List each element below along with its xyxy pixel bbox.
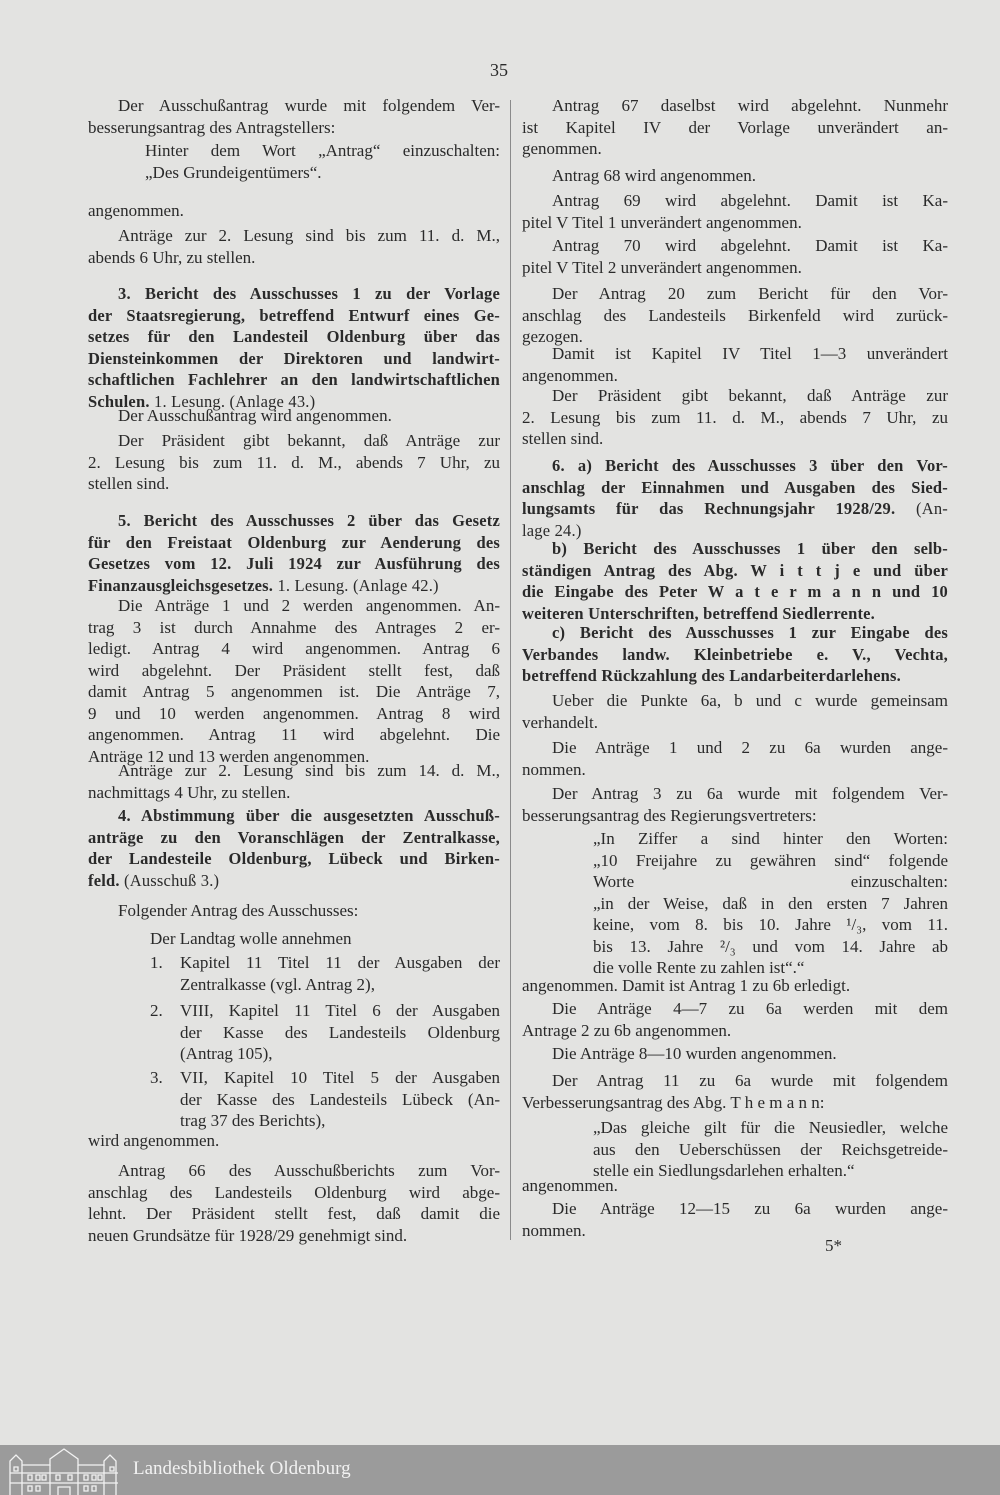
column-divider <box>510 100 511 1240</box>
line-text: weiteren Unterschriften, betreffend Siedlerrente. <box>522 603 875 623</box>
text-line <box>522 117 948 139</box>
line-text: 5. Bericht des Ausschusses 2 über das Gesetz <box>118 511 500 530</box>
library-name: Landesbibliothek Oldenburg <box>133 1458 351 1479</box>
text-line <box>522 1175 948 1197</box>
line-text: Die Anträge 4—7 zu 6a werden mit dem <box>552 999 948 1018</box>
line-text: Worte einzuschalten: <box>593 872 948 891</box>
text-line <box>593 914 948 936</box>
line-text: Antrag 69 wird abgelehnt. Damit ist Ka- <box>552 191 948 210</box>
text-line <box>522 759 948 781</box>
heading-block <box>522 455 948 541</box>
paragraph-block <box>88 430 500 495</box>
line-text: lehnt. Der Präsident stellt fest, daß damit die <box>88 1204 500 1223</box>
paragraph-block <box>88 225 500 268</box>
paragraph-block <box>522 165 948 187</box>
text-line <box>522 603 948 625</box>
line-text: 3. Bericht des Ausschusses 1 zu der Vorlage <box>118 284 500 303</box>
line-text: angenommen. <box>522 1176 618 1195</box>
text-line <box>522 644 948 666</box>
text-line <box>593 936 948 958</box>
line-text: Der Antrag 3 zu 6a wurde mit folgendem Ver- <box>552 784 948 803</box>
line-text: 2. Lesung bis zum 11. d. M., abends 7 Uhr, zu <box>88 452 500 472</box>
continuation-block <box>522 1175 948 1197</box>
paragraph-block <box>88 405 500 427</box>
line-text: der Kasse des Landesteils Lübeck (An- <box>180 1089 500 1109</box>
text-line <box>593 893 948 915</box>
text-line <box>88 681 500 703</box>
text-line <box>88 1203 500 1225</box>
text-line <box>150 928 500 950</box>
text-line <box>88 225 500 247</box>
text-line <box>522 622 948 644</box>
line-text: Diensteinkommen der Direktoren und landwirt- <box>88 348 500 368</box>
text-line <box>88 1130 500 1152</box>
line-text: „in der Weise, daß in den ersten 7 Jahren <box>593 893 948 913</box>
text-line <box>593 1139 948 1161</box>
line-text: (Antrag 105), <box>180 1044 273 1063</box>
line-text: c) Bericht des Ausschusses 1 zur Eingabe des <box>552 623 948 642</box>
text-line <box>180 1110 500 1132</box>
heading-block <box>522 538 948 624</box>
line-text: anschlag des Landesteils Oldenburg wird abge- <box>88 1182 500 1202</box>
text-line <box>88 782 500 804</box>
text-line <box>88 283 500 305</box>
line-text: verhandelt. <box>522 712 598 732</box>
text-line <box>88 724 500 746</box>
paragraph-block <box>522 190 948 233</box>
text-line <box>522 737 948 759</box>
line-text: Der Präsident gibt bekannt, daß Anträge zur <box>118 431 500 450</box>
line-text: abends 6 Uhr, zu stellen. <box>88 247 256 267</box>
line-text: Hinter dem Wort „Antrag“ einzuschalten: <box>145 141 500 160</box>
text-line <box>522 498 948 520</box>
text-line <box>593 1117 948 1139</box>
line-text: VIII, Kapitel 11 Titel 6 der Ausgaben <box>180 1001 500 1020</box>
paragraph-block <box>88 595 500 767</box>
quote2-block <box>88 928 500 950</box>
heading-block <box>88 283 500 412</box>
list-item-block <box>88 952 500 995</box>
line-text: Gesetzes vom 12. Juli 1924 zur Ausführung des <box>88 554 500 573</box>
paragraph-block <box>522 385 948 450</box>
line-text: stelle ein Siedlungsdarlehen erhalten.“ <box>593 1161 855 1180</box>
text-line <box>88 805 500 827</box>
text-line <box>522 805 948 827</box>
text-line <box>522 998 948 1020</box>
line-text: genommen. <box>522 139 602 158</box>
line-text: „Das gleiche gilt für die Neusiedler, welche <box>593 1118 948 1137</box>
line-text: „In Ziffer a sind hinter den Worten: <box>593 829 948 848</box>
paragraph-block <box>522 343 948 386</box>
line-text: lungsamts für das Rechnungsjahr 1928/29. <box>522 499 896 518</box>
text-line <box>88 532 500 554</box>
text-line <box>180 1067 500 1089</box>
text-line <box>88 369 500 391</box>
line-text: Die Anträge 1 und 2 zu 6a wurden ange- <box>552 738 948 757</box>
line-text: Der Ausschußantrag wird angenommen. <box>118 406 392 425</box>
line-text: Antrag 68 wird angenommen. <box>552 166 756 185</box>
paragraph-block <box>522 1070 948 1113</box>
text-line <box>522 581 948 603</box>
text-line <box>88 510 500 532</box>
line-text: Antrag 67 daselbst wird abgelehnt. Nunmehr <box>552 96 948 115</box>
line-text: Verbesserungsantrag des Abg. T h e m a n n: <box>522 1092 825 1112</box>
line-text: stellen sind. <box>88 474 170 493</box>
text-line <box>522 283 948 305</box>
text-line <box>522 1220 948 1242</box>
text-line <box>593 871 948 893</box>
text-line <box>180 1043 500 1065</box>
paragraph-block <box>88 95 500 138</box>
text-line <box>522 428 948 450</box>
text-line <box>180 1000 500 1022</box>
continuation-block <box>522 975 948 997</box>
text-line <box>522 235 948 257</box>
line-text: angenommen. Damit ist Antrag 1 zu 6b erledigt. <box>522 976 851 995</box>
text-line <box>522 538 948 560</box>
text-line <box>180 1022 500 1044</box>
line-text: 2. Lesung bis zum 11. d. M., abends 7 Uhr, zu <box>522 407 948 427</box>
line-text: setzes für den Landesteil Oldenburg über das <box>88 327 500 346</box>
line-text: Der Antrag 11 zu 6a wurde mit folgendem <box>552 1071 948 1090</box>
text-line <box>88 326 500 348</box>
line-text: wird abgelehnt. Der Präsident stellt fest, daß <box>88 660 500 680</box>
line-text: b) Bericht des Ausschusses 1 über den selb- <box>552 539 948 558</box>
line-text: anschlag des Landesteils Birkenfeld wird zurück- <box>522 305 948 325</box>
paragraph-block <box>522 1043 948 1065</box>
text-line <box>88 660 500 682</box>
paragraph-block <box>88 900 500 922</box>
line-text: aus den Ueberschüssen der Reichsgetreide- <box>593 1139 948 1159</box>
text-line <box>593 850 948 872</box>
text-line <box>522 212 948 234</box>
text-line <box>522 343 948 365</box>
line-text: nommen. <box>522 1220 586 1240</box>
paragraph-block <box>522 95 948 160</box>
line-text: Der Präsident gibt bekannt, daß Anträge zur <box>552 386 948 405</box>
text-line <box>88 452 500 474</box>
line-text: anschlag der Einnahmen und Ausgaben des Sied- <box>522 477 948 497</box>
paragraph-block <box>522 737 948 780</box>
text-line <box>593 828 948 850</box>
line-text: besserungsantrag des Antragstellers: <box>88 117 336 137</box>
text-line <box>522 138 948 160</box>
text-line <box>88 638 500 660</box>
line-text: trag 3 ist durch Annahme des Antrages 2 er- <box>88 617 500 637</box>
text-line <box>522 783 948 805</box>
line-text: keine, vom 8. bis 10. Jahre ¹/₃, vom 11. <box>593 915 948 934</box>
heading-block <box>88 805 500 891</box>
paragraph-block <box>88 760 500 803</box>
text-line <box>88 703 500 725</box>
heading-tail: 1. Lesung. (Anlage 42.) <box>277 575 439 595</box>
list-number: 2. <box>150 1001 163 1020</box>
text-line <box>88 617 500 639</box>
paragraph-block <box>522 690 948 733</box>
text-line <box>522 257 948 279</box>
text-line <box>145 162 500 184</box>
line-text: die volle Rente zu zahlen ist“.“ <box>593 958 805 977</box>
line-text: Der Ausschußantrag wurde mit folgendem Ver- <box>118 96 500 115</box>
signature-mark: 5* <box>825 1236 842 1255</box>
text-line <box>88 473 500 495</box>
text-line: lage 24.) <box>522 520 582 540</box>
library-building-logo <box>6 1447 122 1495</box>
text-line <box>522 1092 948 1114</box>
text-line <box>522 477 948 499</box>
line-text: Die Anträge 8—10 wurden angenommen. <box>552 1044 837 1063</box>
heading-tail: (Ausschuß 3.) <box>124 870 220 890</box>
line-text: VII, Kapitel 10 Titel 5 der Ausgaben <box>180 1068 500 1087</box>
line-text: Folgender Antrag des Ausschusses: <box>118 901 359 920</box>
page-number: 35 <box>490 60 508 80</box>
line-text: angenommen. <box>88 201 184 220</box>
line-text: Anträge 12 und 13 werden angenommen. <box>88 746 370 766</box>
line-text: Der Antrag 20 zum Bericht für den Vor- <box>552 284 948 303</box>
line-text: Damit ist Kapitel IV Titel 1—3 unverändert <box>552 344 948 363</box>
list-number: 3. <box>150 1068 163 1087</box>
text-line <box>88 1225 500 1247</box>
text-line <box>88 575 500 597</box>
heading-block <box>522 622 948 687</box>
line-text: Antrag 70 wird abgelehnt. Damit ist Ka- <box>552 236 948 255</box>
heading-tail: (An- <box>916 499 948 518</box>
text-line <box>180 974 500 996</box>
text-line <box>145 140 500 162</box>
line-text: schaftlichen Fachlehrer an den landwirtschaftlichen <box>88 370 500 389</box>
text-line <box>522 1198 948 1220</box>
text-line <box>522 560 948 582</box>
text-line <box>88 200 500 222</box>
text-line <box>522 165 948 187</box>
line-text: der Kasse des Landesteils Oldenburg <box>180 1022 500 1042</box>
line-text: 6. a) Bericht des Ausschusses 3 über den Vor- <box>552 456 948 475</box>
line-text: der Staatsregierung, betreffend Entwurf eines Ge- <box>88 305 500 325</box>
line-text: besserungsantrag des Regierungsvertreters: <box>522 805 817 825</box>
heading-tail: 1. Lesung. (Anlage 43.) <box>154 391 316 411</box>
line-text: Anträge zur 2. Lesung sind bis zum 11. d. M., <box>118 226 500 245</box>
line-text: damit Antrag 5 angenommen ist. Die Anträge 7, <box>88 682 500 701</box>
line-text: pitel V Titel 1 unverändert angenommen. <box>522 212 802 232</box>
line-text: pitel V Titel 2 unverändert angenommen. <box>522 257 802 277</box>
line-text: die Eingabe des Peter W a t e r m a n n und 10 <box>522 582 948 601</box>
text-line <box>88 1160 500 1182</box>
line-text: Finanzausgleichsgesetzes. <box>88 575 274 595</box>
line-text: der Landesteile Oldenburg, Lübeck und Birken- <box>88 849 500 868</box>
line-text: ständigen Antrag des Abg. W i t t j e und über <box>522 560 948 580</box>
line-text: bis 13. Jahre ²/₃ und vom 14. Jahre ab <box>593 936 948 956</box>
line-text: Anträge zur 2. Lesung sind bis zum 14. d. M., <box>118 761 500 780</box>
line-text: angenommen. <box>522 365 618 385</box>
text-line <box>180 1089 500 1111</box>
line-text: Kapitel 11 Titel 11 der Ausgaben der <box>180 953 500 972</box>
text-line <box>522 975 948 997</box>
text-line <box>88 348 500 370</box>
quote-block <box>88 140 500 183</box>
text-line <box>88 870 500 892</box>
line-text: betreffend Rückzahlung des Landarbeiterdarlehens. <box>522 666 901 685</box>
line-text: feld. <box>88 870 120 890</box>
text-line <box>522 365 948 387</box>
line-text: stellen sind. <box>522 429 604 448</box>
paragraph-block <box>522 1198 948 1241</box>
list-item-block <box>88 1067 500 1132</box>
paragraph-block <box>522 783 948 826</box>
text-line <box>522 1043 948 1065</box>
paragraph-block <box>522 235 948 278</box>
line-text: anträge zu den Voranschlägen der Zentralkasse, <box>88 827 500 847</box>
text-line <box>522 407 948 429</box>
paragraph-block <box>522 283 948 348</box>
text-line <box>88 405 500 427</box>
text-line <box>88 900 500 922</box>
line-text: ist Kapitel IV der Vorlage unverändert an- <box>522 117 948 137</box>
text-line <box>88 95 500 117</box>
library-footer-bar <box>0 1445 1000 1495</box>
text-line <box>88 117 500 139</box>
paragraph-block <box>522 998 948 1041</box>
text-line <box>88 1182 500 1204</box>
line-text: für den Freistaat Oldenburg zur Aenderung des <box>88 532 500 552</box>
line-text: neuen Grundsätze für 1928/29 genehmigt sind. <box>88 1225 408 1245</box>
line-text: angenommen. Antrag 11 wird abgelehnt. Die <box>88 725 500 744</box>
text-line <box>522 712 948 734</box>
text-line <box>88 430 500 452</box>
line-text: Ueber die Punkte 6a, b und c wurde gemeinsam <box>552 691 948 710</box>
text-line <box>88 247 500 269</box>
continuation-block <box>88 200 500 222</box>
text-line <box>88 305 500 327</box>
text-line <box>522 385 948 407</box>
line-text: nommen. <box>522 759 586 779</box>
list-number: 1. <box>150 953 163 972</box>
text-line <box>180 952 500 974</box>
text-line <box>88 827 500 849</box>
line-text: 9 und 10 werden angenommen. Antrag 8 wird <box>88 703 500 723</box>
text-line <box>88 760 500 782</box>
text-line <box>522 455 948 477</box>
text-line <box>522 1020 948 1042</box>
line-text: gezogen. <box>522 327 583 346</box>
continuation-block <box>88 1130 500 1152</box>
text-line <box>522 1070 948 1092</box>
heading-block <box>88 510 500 596</box>
text-line <box>522 190 948 212</box>
line-text: trag 37 des Berichts), <box>180 1111 326 1130</box>
text-line <box>522 305 948 327</box>
line-text: nachmittags 4 Uhr, zu stellen. <box>88 782 291 802</box>
line-text: Schulen. <box>88 391 150 411</box>
text-line <box>522 690 948 712</box>
line-text: Die Anträge 1 und 2 werden angenommen. An- <box>118 596 500 615</box>
line-text: Verbandes landw. Kleinbetriebe e. V., Vechta, <box>522 644 948 664</box>
line-text: „Des Grundeigentümers“. <box>145 162 322 182</box>
line-text: ledigt. Antrag 4 wird angenommen. Antrag 6 <box>88 639 500 658</box>
line-text: Zentralkasse (vgl. Antrag 2), <box>180 974 375 994</box>
text-line <box>522 665 948 687</box>
line-text: Antrag 66 des Ausschußberichts zum Vor- <box>118 1161 500 1180</box>
quote-block <box>522 1117 948 1182</box>
text-line <box>88 848 500 870</box>
line-text: „10 Freijahre zu gewähren sind“ folgende <box>593 850 948 870</box>
line-text: Antrage 2 zu 6b angenommen. <box>522 1020 732 1040</box>
line-text: Der Landtag wolle annehmen <box>150 929 352 948</box>
line-text: 4. Abstimmung über die ausgesetzten Ausschuß- <box>118 806 500 825</box>
line-text: Die Anträge 12—15 zu 6a wurden ange- <box>552 1199 948 1218</box>
text-line <box>88 595 500 617</box>
text-line <box>88 553 500 575</box>
quote-block <box>522 828 948 979</box>
line-text: wird angenommen. <box>88 1131 220 1150</box>
paragraph-block <box>88 1160 500 1246</box>
text-line <box>522 95 948 117</box>
list-item-block <box>88 1000 500 1065</box>
